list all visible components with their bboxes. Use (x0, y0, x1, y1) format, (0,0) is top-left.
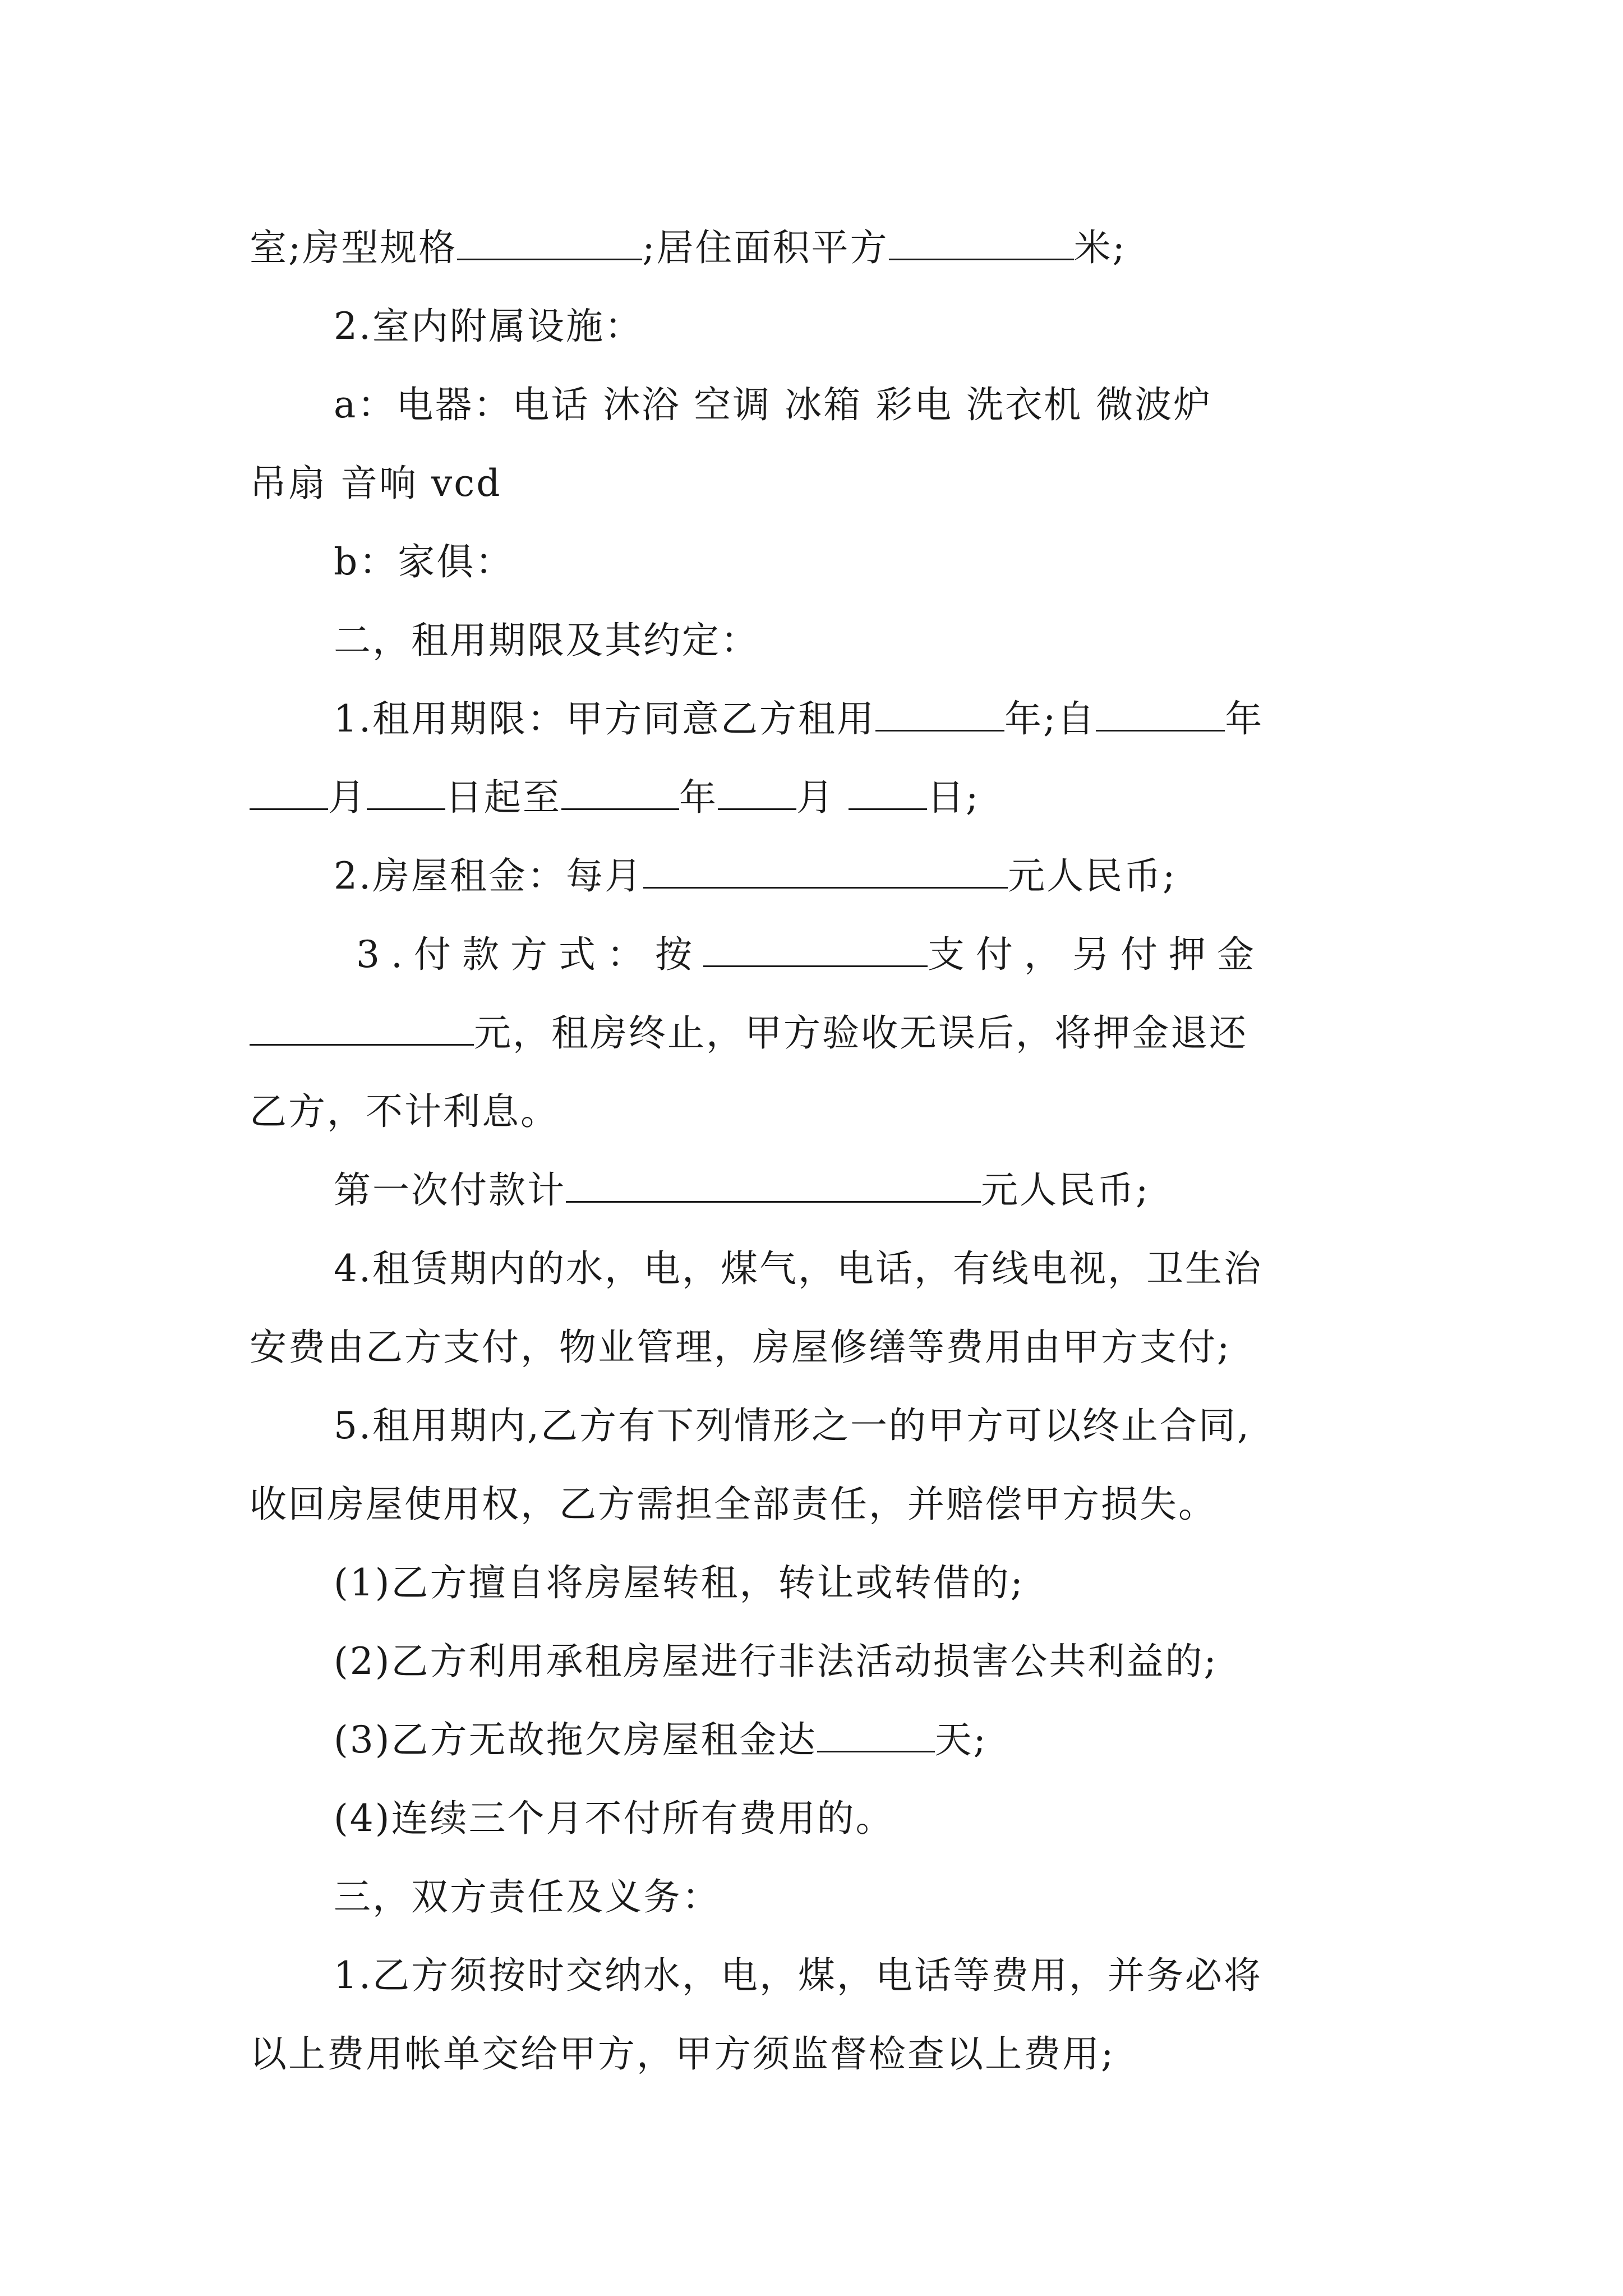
text-line (250, 523, 1394, 601)
text-span: 支付，另付押金 (927, 933, 1265, 976)
fill-blank (566, 1162, 981, 1203)
text-line (250, 1073, 1394, 1151)
text-span: 5.租用期内,乙方有下列情形之一的甲方可以终止合同, (334, 1404, 1251, 1447)
list-item (250, 1701, 1394, 1779)
section-heading (250, 1858, 1394, 1936)
fill-blank (849, 769, 927, 810)
text-span: 收回房屋使用权，乙方需担全部责任，并赔偿甲方损失。 (250, 1483, 1217, 1526)
text-line (250, 758, 1394, 837)
text-span: 年 (679, 776, 718, 819)
text-span: 安费由乙方支付，物业管理，房屋修缮等费用由甲方支付; (250, 1326, 1232, 1369)
fill-blank (875, 691, 1004, 731)
text-line (250, 837, 1394, 915)
text-span: 1.租用期限：甲方同意乙方租用 (334, 697, 875, 740)
text-span: (2)乙方利用承租房屋进行非法活动损害公共利益的; (334, 1640, 1218, 1683)
text-span: 二，租用期限及其约定： (334, 619, 759, 662)
text-line (250, 1230, 1394, 1308)
fill-blank (718, 769, 796, 810)
text-span: 元人民币; (1007, 854, 1177, 898)
text-line (250, 1465, 1394, 1544)
text-span: 3.付款方式：按 (356, 933, 703, 976)
text-span: 年 (1225, 697, 1264, 740)
text-span: 年;自 (1004, 697, 1096, 740)
text-line (250, 680, 1394, 758)
text-line (250, 2015, 1394, 2093)
fill-blank (643, 848, 1008, 889)
text-span: 三，双方责任及义务： (334, 1875, 721, 1918)
section-heading (250, 601, 1394, 680)
list-item (250, 1779, 1394, 1858)
text-span: 月 (328, 776, 367, 819)
fill-blank (457, 219, 642, 260)
text-span: (1)乙方擅自将房屋转租，转让或转借的; (334, 1561, 1025, 1604)
text-span: 2.室内附属设施： (334, 305, 643, 348)
fill-blank (817, 1711, 935, 1752)
text-span: 室;房型规格 (250, 226, 458, 269)
fill-blank (561, 769, 679, 810)
text-span: 元人民币; (981, 1168, 1150, 1212)
fill-blank (250, 769, 328, 810)
fill-blank (250, 1005, 474, 1046)
text-line (250, 444, 1394, 523)
text-span: (3)乙方无故拖欠房屋租金达 (334, 1718, 817, 1761)
text-line (250, 1308, 1394, 1387)
fill-blank (367, 769, 445, 810)
text-span: a：电器：电话 沐浴 空调 冰箱 彩电 洗衣机 微波炉 (334, 383, 1212, 426)
text-span: 乙方，不计利息。 (250, 1090, 559, 1133)
text-span: 日; (926, 776, 980, 819)
text-span: b：家俱： (334, 540, 514, 583)
text-span: 第一次付款计 (334, 1168, 566, 1212)
fill-blank (703, 926, 928, 967)
text-span: 月 (796, 776, 835, 819)
text-span: 天; (934, 1718, 988, 1761)
text-span: 米; (1073, 226, 1127, 269)
text-line (250, 1936, 1394, 2015)
text-line (250, 1387, 1394, 1465)
text-span: 4.租赁期内的水，电，煤气，电话，有线电视，卫生治 (334, 1247, 1262, 1290)
text-line (250, 994, 1394, 1073)
fill-blank (1096, 691, 1225, 731)
text-span: 2.房屋租金：每月 (334, 854, 643, 898)
list-item (250, 1622, 1394, 1701)
text-span: 1.乙方须按时交纳水，电，煤，电话等费用，并务必将 (334, 1954, 1262, 1997)
text-span: 日起至 (445, 776, 561, 819)
text-line (250, 915, 1394, 994)
text-line (250, 209, 1394, 287)
text-span: 元，租房终止，甲方验收无误后，将押金退还 (474, 1011, 1248, 1055)
fill-blank (889, 219, 1074, 260)
text-line (250, 1151, 1394, 1230)
text-span: 以上费用帐单交给甲方，甲方须监督检查以上费用; (250, 2032, 1115, 2076)
text-span: (4)连续三个月不付所有费用的。 (334, 1797, 895, 1840)
text-line (250, 287, 1394, 366)
text-span: 吊扇 音响 vcd (250, 462, 502, 505)
contract-body (250, 209, 1394, 2093)
text-line (250, 366, 1394, 444)
list-item (250, 1544, 1394, 1622)
text-span: ;居住面积平方 (642, 226, 889, 269)
